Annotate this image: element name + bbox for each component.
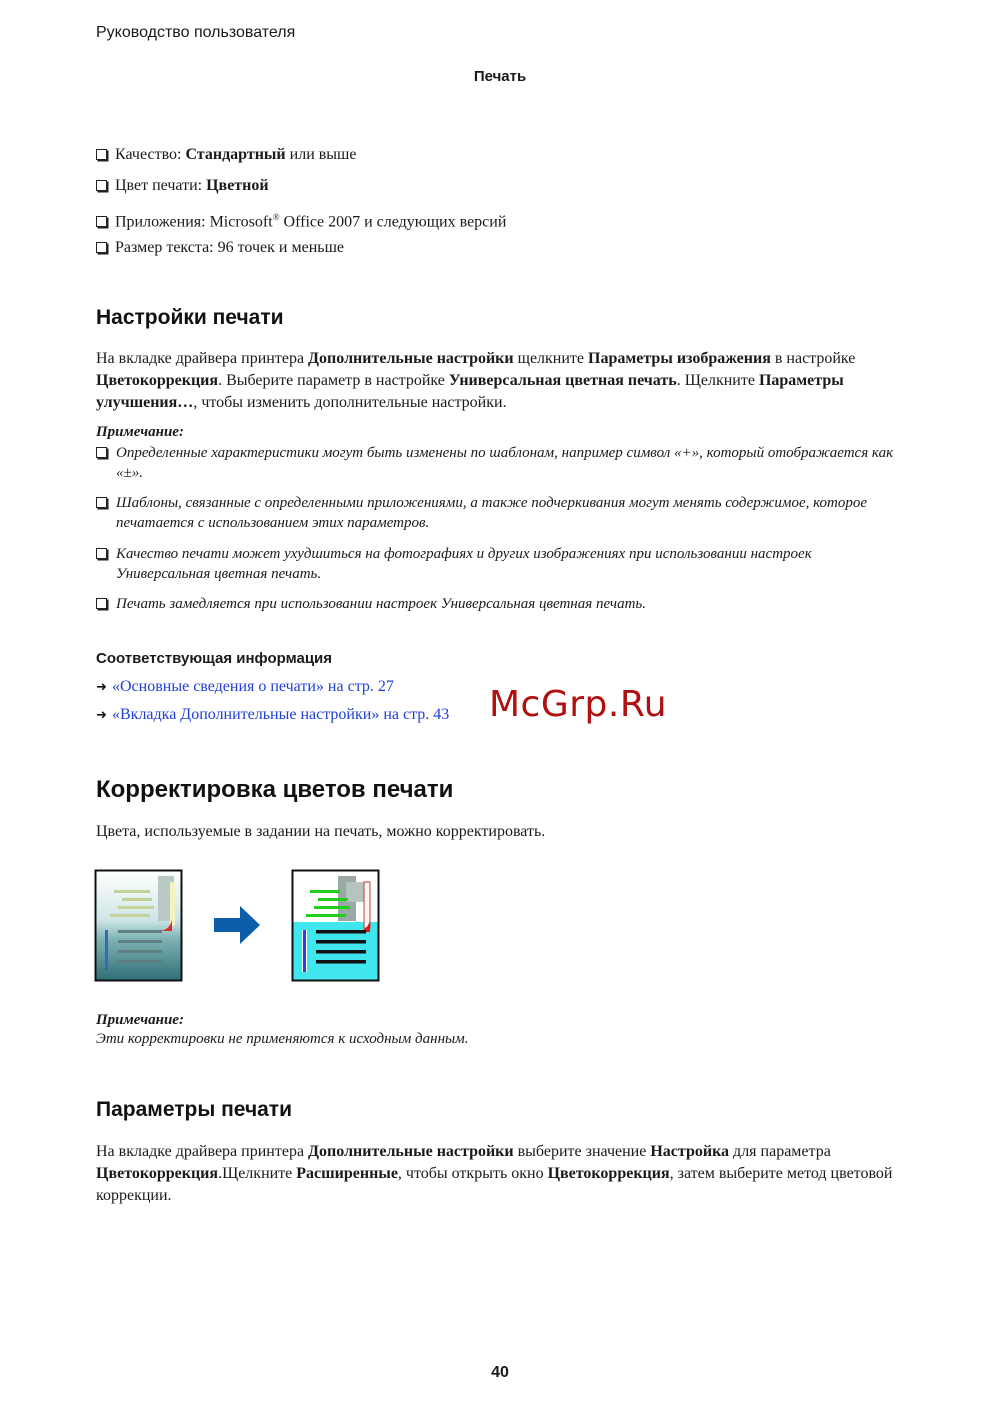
list-item: Шаблоны, связанные с определенными приложениями, а также подчеркивания могут менять содержимое, которое печатается с использованием этих параметров. (96, 493, 906, 533)
related-link-row (96, 706, 449, 724)
arrow-right-icon: ➜ (96, 680, 107, 695)
arrow-right-icon: ➜ (96, 708, 107, 723)
note-text: Эти корректировки не применяются к исходным данным. (96, 1031, 469, 1047)
print-settings-paragraph: На вкладке драйвера принтера Дополнительные настройки щелкните Параметры изображения в настройке Цветокоррекция. Выберите параметр в настройке Универсальная цветная печать. Щелкните Параметры улучшения…, чтобы изменить дополнительные настройки. (96, 350, 856, 411)
checkbox-bullet-icon (96, 149, 107, 160)
checkbox-bullet-icon (96, 242, 107, 253)
section-title: Печать (473, 68, 527, 85)
section-heading-color-correction: Корректировка цветов печати (96, 776, 454, 803)
list-item: Приложения: Microsoft® Office 2007 и следующих версий (96, 207, 506, 232)
checkbox-bullet-icon (96, 180, 107, 191)
manual-title: Руководство пользователя (96, 24, 296, 41)
color-correction-intro: Цвета, используемые в задании на печать, можно корректировать. (96, 823, 546, 840)
section-heading-print-settings: Настройки печати (96, 306, 284, 329)
related-link[interactable]: «Вкладка Дополнительные настройки» на стр. 43 (112, 706, 450, 723)
arrow-right-icon (214, 906, 260, 944)
list-item: Определенные характеристики могут быть изменены по шаблонам, например символ «+», который отображается как «±». (96, 443, 906, 483)
related-link-row (96, 678, 394, 696)
print-parameters-paragraph: На вкладке драйвера принтера Дополнительные настройки выберите значение Настройка для параметра Цветокоррекция.Щелкните Расширенные, чтобы открыть окно Цветокоррекция, затем выберите метод цветовой коррекции. (96, 1143, 893, 1204)
watermark: McGrp.Ru (489, 684, 668, 725)
checkbox-bullet-icon (96, 497, 107, 508)
color-correction-illustration (94, 868, 384, 984)
note-label: Примечание: (96, 1012, 184, 1028)
note-label: Примечание: (96, 424, 184, 440)
page-number: 40 (491, 1364, 509, 1381)
checkbox-bullet-icon (96, 598, 107, 609)
list-item: Качество печати может ухудшиться на фотографиях и других изображениях при использовании настроек Универсальная цветная печать. (96, 544, 906, 584)
checkbox-bullet-icon (96, 548, 107, 559)
list-item: Печать замедляется при использовании настроек Универсальная цветная печать. (96, 594, 906, 614)
list-item: Цвет печати: Цветной (96, 176, 269, 196)
checkbox-bullet-icon (96, 216, 107, 227)
before-page-icon (96, 871, 182, 981)
related-info-title: Соответствующая информация (96, 650, 333, 667)
section-heading-print-parameters: Параметры печати (96, 1098, 293, 1121)
list-item: Размер текста: 96 точек и меньше (96, 238, 344, 258)
after-page-icon (293, 871, 379, 981)
checkbox-bullet-icon (96, 447, 107, 458)
related-link[interactable]: «Основные сведения о печати» на стр. 27 (112, 678, 394, 695)
list-item: Качество: Стандартный или выше (96, 145, 356, 165)
